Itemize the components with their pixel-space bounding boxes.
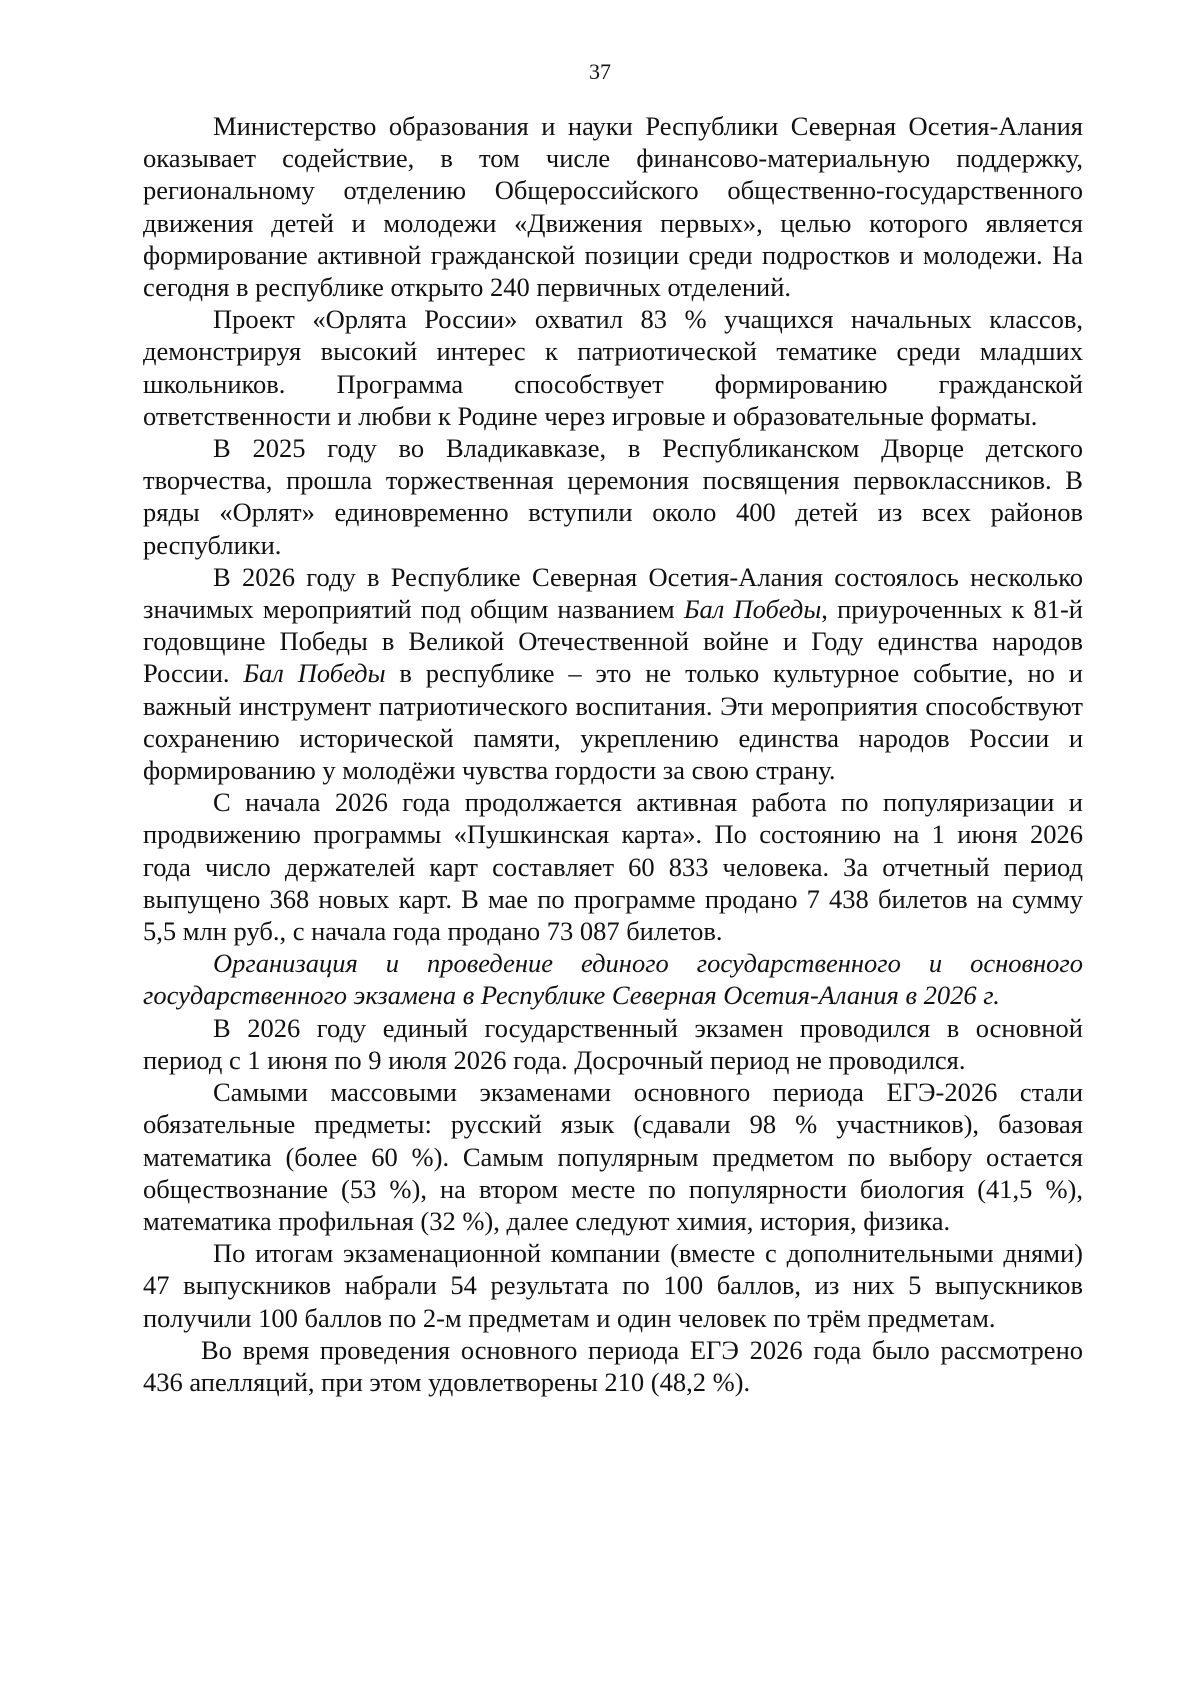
paragraph-exam-subjects: Самыми массовыми экзаменами основного периода ЕГЭ-2026 стали обязательные предметы: русский язык (сдавали 98 % участников), базовая математика (более 60 %). Самым популярным предметом по выбору остается обществознание (53 %), на втором месте по популярности биология (41,5 %), математика профильная (32 %), далее следуют химия, история, физика. <box>143 1077 1083 1236</box>
page-number: 37 <box>589 59 611 84</box>
paragraph-victory-ball <box>143 561 1083 786</box>
paragraph-vladikavkaz-ceremony: В 2025 году во Владикавказе, в Республиканском Дворце детского творчества, прошла торжественная церемония посвящения первоклассников. В ряды «Орлят» единовременно вступили около 400 детей из всех районов республики. <box>143 433 1083 560</box>
paragraph-exam-period: В 2026 году единый государственный экзамен проводился в основной период с 1 июня по 9 июля 2026 года. Досрочный период не проводился. <box>143 1012 1083 1075</box>
section-heading-exams: Организация и проведение единого государственного и основного государственного экзамена в Республике Северная Осетия-Алания в 2026 г. <box>143 948 1083 1011</box>
paragraph-appeals: Во время проведения основного периода ЕГЭ 2026 года было рассмотрено 436 апелляций, при этом удовлетворены 210 (48,2 %). <box>143 1334 1083 1397</box>
paragraph-orlyata-rossii: Проект «Орлята России» охватил 83 % учащихся начальных классов, демонстрируя высокий интерес к патриотической тематике среди младших школьников. Программа способствует формированию гражданской ответственности и любви к Родине через игровые и образовательные форматы. <box>143 304 1083 431</box>
paragraph-exam-results: По итогам экзаменационной компании (вместе с дополнительными днями) 47 выпускников набрали 54 результата по 100 баллов, из них 5 выпускников получили 100 баллов по 2-м предметам и один человек по трём предметам. <box>143 1238 1083 1333</box>
document-body <box>143 110 1083 1398</box>
victory-ball-text-3: в республике – это не только культурное событие, но и важный инструмент патриотического воспитания. Эти мероприятия способствуют сохранению исторической памяти, укреплению единства народов России и формированию у молодёжи чувства гордости за свою страну. <box>143 658 1083 786</box>
victory-ball-title-1: Бал Победы <box>683 594 822 625</box>
paragraph-pushkin-card: С начала 2026 года продолжается активная работа по популяризации и продвижению программы «Пушкинская карта». По состоянию на 1 июня 2026 года число держателей карт составляет 60 833 человека. За отчетный период выпущено 368 новых карт. В мае по программе продано 7 438 билетов на сумму 5,5 млн руб., с начала года продано 73 087 билетов. <box>143 787 1083 947</box>
paragraph-movement-of-first: Министерство образования и науки Республики Северная Осетия-Алания оказывает содействие, в том числе финансово-материальную поддержку, региональному отделению Общероссийского общественно-государственного движения детей и молодежи «Движения первых», целью которого является формирование активной гражданской позиции среди подростков и молодежи. На сегодня в республике открыто 240 первичных отделений. <box>143 111 1083 303</box>
victory-ball-text-1: В 2026 году в Республике Северная Осетия-Алания состоялось несколько значимых мероприятий под общим названием <box>143 561 1083 625</box>
victory-ball-title-2: Бал Победы <box>243 658 386 689</box>
victory-ball-text-2: , приуроченных к 81-й годовщине Победы в Великой Отечественной войне и Году единства народов России. <box>143 594 1083 689</box>
